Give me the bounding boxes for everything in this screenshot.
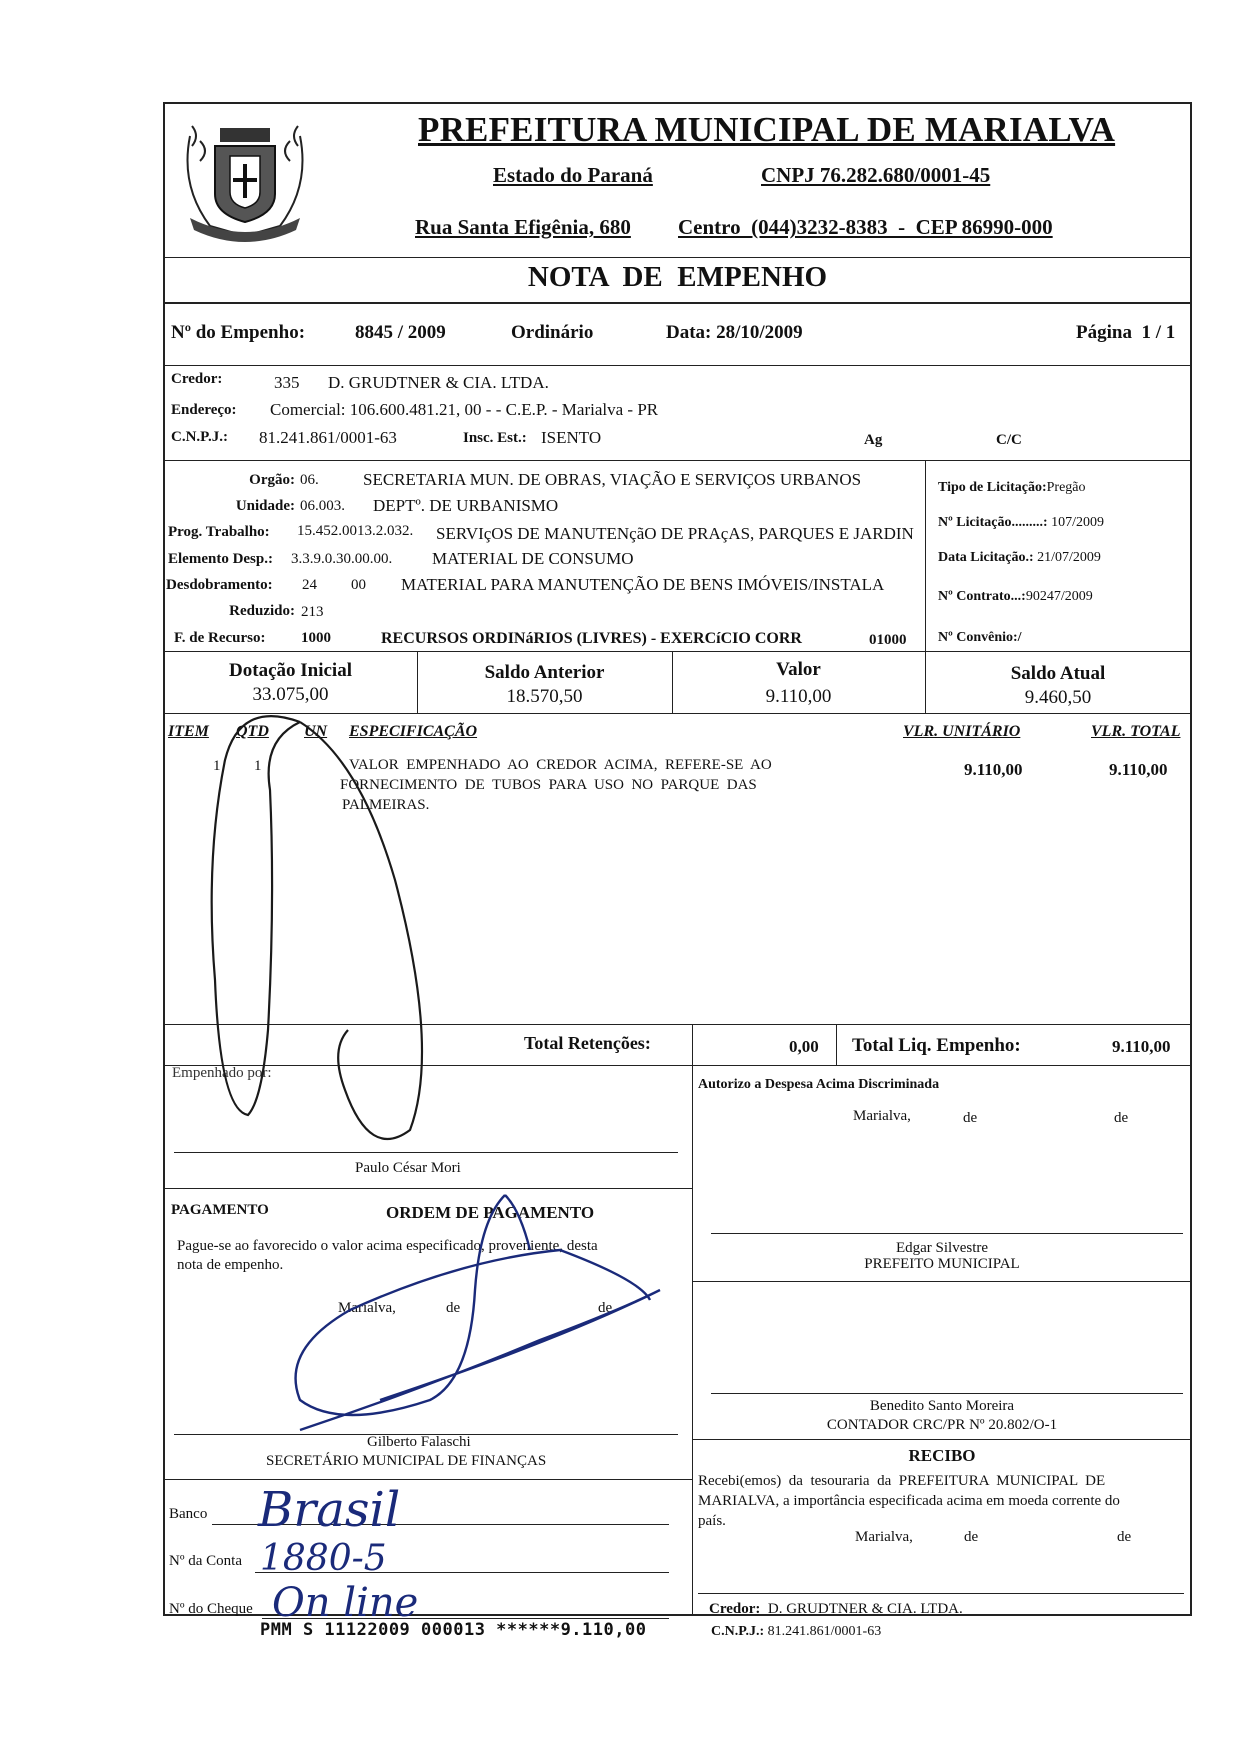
recurso-code2: 01000 (869, 632, 907, 648)
address-label: Endereço: (171, 402, 237, 418)
elemento-code: 3.3.9.0.30.00.00. (291, 551, 393, 567)
unidade-name: DEPTº. DE URBANISMO (373, 496, 559, 515)
conta-label: Nº da Conta (169, 1553, 242, 1569)
empenho-number: 8845 / 2009 (355, 322, 446, 343)
ie-label: Insc. Est.: (463, 430, 527, 446)
prefeito-name: Edgar Silvestre (895, 1240, 989, 1256)
recibo-line-1: Recebi(emos) da tesouraria da PREFEITURA MUNICIPAL DE (698, 1473, 1106, 1489)
banco-value: Brasil (258, 1482, 401, 1538)
doc-title: NOTA DE EMPENHO (527, 261, 828, 293)
recibo-de1: de (964, 1529, 979, 1545)
credor-address: Comercial: 106.600.481.21, 00 - - C.E.P. - Marialva - PR (270, 400, 659, 419)
orgao-name: SECRETARIA MUN. DE OBRAS, VIAÇÃO E SERVIÇOS URBANOS (363, 470, 862, 489)
desdob-label: Desdobramento: (166, 577, 273, 593)
secretario-title: SECRETÁRIO MUNICIPAL DE FINANÇAS (266, 1453, 547, 1469)
pagamento-de2: de (598, 1300, 613, 1316)
cheque-value: On line (272, 1580, 419, 1626)
retencoes-value: 0,00 (789, 1037, 819, 1056)
elemento-name: MATERIAL DE CONSUMO (432, 549, 634, 568)
recurso-code: 1000 (301, 630, 331, 646)
prog-label: Prog. Trabalho: (168, 524, 270, 540)
dotacao-label: Dotação Inicial (229, 660, 352, 681)
item-number: 1 (213, 758, 221, 774)
licitacao-data: Data Licitação.: 21/07/2009 (938, 550, 1101, 565)
conta-value: 1880-5 (260, 1538, 387, 1579)
desdob-code: 24 (302, 577, 317, 593)
pagamento-place: Marialva, (338, 1300, 396, 1316)
prefeito-title: PREFEITO MUNICIPAL (864, 1256, 1020, 1272)
item-spec-1: VALOR EMPENHADO AO CREDOR ACIMA, REFERE-SE AO (349, 757, 772, 773)
desdob-name: MATERIAL PARA MANUTENÇÃO DE BENS IMÓVEIS/INSTALA (401, 575, 885, 594)
pagamento-de1: de (446, 1300, 461, 1316)
col-un: UN (304, 723, 328, 740)
col-unit-value: VLR. UNITÁRIO (903, 723, 1021, 740)
empenhado-label: Empenhado por: (172, 1065, 272, 1081)
coat-of-arms-logo (170, 106, 320, 254)
recibo-line-3: país. (698, 1513, 726, 1529)
contador-name: Benedito Santo Moreira (869, 1398, 1015, 1414)
col-item: ITEM (168, 723, 209, 740)
anterior-value: 18.570,50 (506, 686, 583, 707)
col-spec: ESPECIFICAÇÃO (349, 723, 478, 740)
licitacao-numero: Nº Licitação.........: 107/2009 (938, 515, 1104, 530)
header-address: Rua Santa Efigênia, 680 (415, 215, 631, 239)
page-number: Página 1 / 1 (1076, 322, 1176, 343)
autorizo-de2: de (1114, 1110, 1129, 1126)
page-title: PREFEITURA MUNICIPAL DE MARIALVA (418, 110, 1116, 149)
contrato: Nº Contrato...:90247/2009 (938, 589, 1093, 604)
pagamento-text-1: Pague-se ao favorecido o valor acima especificado, proveniente, desta (177, 1238, 598, 1254)
atual-label: Saldo Atual (1010, 663, 1106, 684)
retencoes-label: Total Retenções: (524, 1033, 651, 1053)
contador-title: CONTADOR CRC/PR Nº 20.802/O-1 (826, 1417, 1058, 1433)
atual-value: 9.460,50 (1024, 687, 1092, 708)
item-qtd: 1 (254, 758, 262, 774)
orgao-label: Orgão: (249, 472, 295, 488)
header-cnpj: CNPJ 76.282.680/0001-45 (761, 163, 991, 187)
reduzido-label: Reduzido: (229, 603, 295, 619)
autorizo-label: Autorizo a Despesa Acima Discriminada (698, 1077, 940, 1092)
orgao-code: 06. (300, 472, 319, 488)
unidade-code: 06.003. (300, 498, 345, 514)
autorizo-place: Marialva, (853, 1108, 911, 1124)
empenho-number-label: Nº do Empenho: (171, 322, 306, 343)
prog-name: SERVIçOS DE MANUTENçãO DE PRAçAS, PARQUES E JARDIN (436, 524, 914, 543)
prog-code: 15.452.0013.2.032. (297, 523, 414, 539)
item-total-value: 9.110,00 (1109, 760, 1168, 779)
recibo-title: RECIBO (908, 1446, 976, 1465)
item-unit-value: 9.110,00 (964, 760, 1023, 779)
pagamento-label: PAGAMENTO (171, 1202, 269, 1218)
reduzido-value: 213 (301, 604, 324, 620)
item-spec-3: PALMEIRAS. (342, 797, 430, 813)
elemento-label: Elemento Desp.: (168, 551, 273, 567)
footer-stamp: PMM S 11122009 000013 ******9.110,00 (260, 1620, 647, 1640)
header-contact: Centro (044)3232-8383 - CEP 86990-000 (678, 215, 1053, 239)
cc-label: C/C (996, 432, 1022, 448)
recibo-de2: de (1117, 1529, 1132, 1545)
credor-cnpj: 81.241.861/0001-63 (259, 428, 397, 447)
licitacao-tipo: Tipo de Licitação:Pregão (938, 480, 1086, 495)
credor-cnpj-label: C.N.P.J.: (171, 429, 228, 445)
credor-name: D. GRUDTNER & CIA. LTDA. (328, 373, 549, 392)
banco-label: Banco (169, 1506, 208, 1522)
empenho-date: Data: 28/10/2009 (666, 322, 803, 343)
dotacao-value: 33.075,00 (252, 684, 329, 705)
recibo-line-2: MARIALVA, a importância especificada acima em moeda corrente do (698, 1493, 1120, 1509)
convenio: Nº Convênio:/ (938, 630, 1022, 645)
liquido-value: 9.110,00 (1112, 1037, 1171, 1056)
ordem-label: ORDEM DE PAGAMENTO (386, 1203, 595, 1222)
valor-value: 9.110,00 (765, 686, 832, 707)
credor-code: 335 (274, 373, 300, 392)
liquido-label: Total Liq. Empenho: (852, 1035, 1021, 1056)
autorizo-de1: de (963, 1110, 978, 1126)
credor-label: Credor: (171, 371, 223, 387)
empenhado-signer: Paulo César Mori (355, 1160, 461, 1176)
unidade-label: Unidade: (235, 498, 295, 514)
recibo-place: Marialva, (855, 1529, 913, 1545)
valor-label: Valor (776, 659, 821, 680)
item-spec-2: FORNECIMENTO DE TUBOS PARA USO NO PARQUE DAS (340, 777, 757, 793)
desdob-code2: 00 (351, 577, 366, 593)
pagamento-text-2: nota de empenho. (177, 1257, 284, 1273)
anterior-label: Saldo Anterior (484, 662, 605, 683)
ag-label: Ag (864, 432, 883, 448)
col-qtd: QTD (236, 723, 269, 740)
state-name: Estado do Paraná (493, 163, 653, 187)
recurso-label: F. de Recurso: (174, 630, 266, 646)
secretario-name: Gilberto Falaschi (367, 1434, 471, 1450)
recibo-cnpj: C.N.P.J.: 81.241.861/0001-63 (711, 1624, 882, 1639)
empenho-type: Ordinário (511, 322, 594, 343)
recurso-name: RECURSOS ORDINáRIOS (LIVRES) - EXERCíCIO CORR (381, 630, 802, 647)
ie-value: ISENTO (541, 428, 602, 447)
col-total-value: VLR. TOTAL (1091, 723, 1181, 740)
cheque-label: Nº do Cheque (169, 1601, 253, 1617)
recibo-credor: Credor: D. GRUDTNER & CIA. LTDA. (709, 1601, 963, 1617)
